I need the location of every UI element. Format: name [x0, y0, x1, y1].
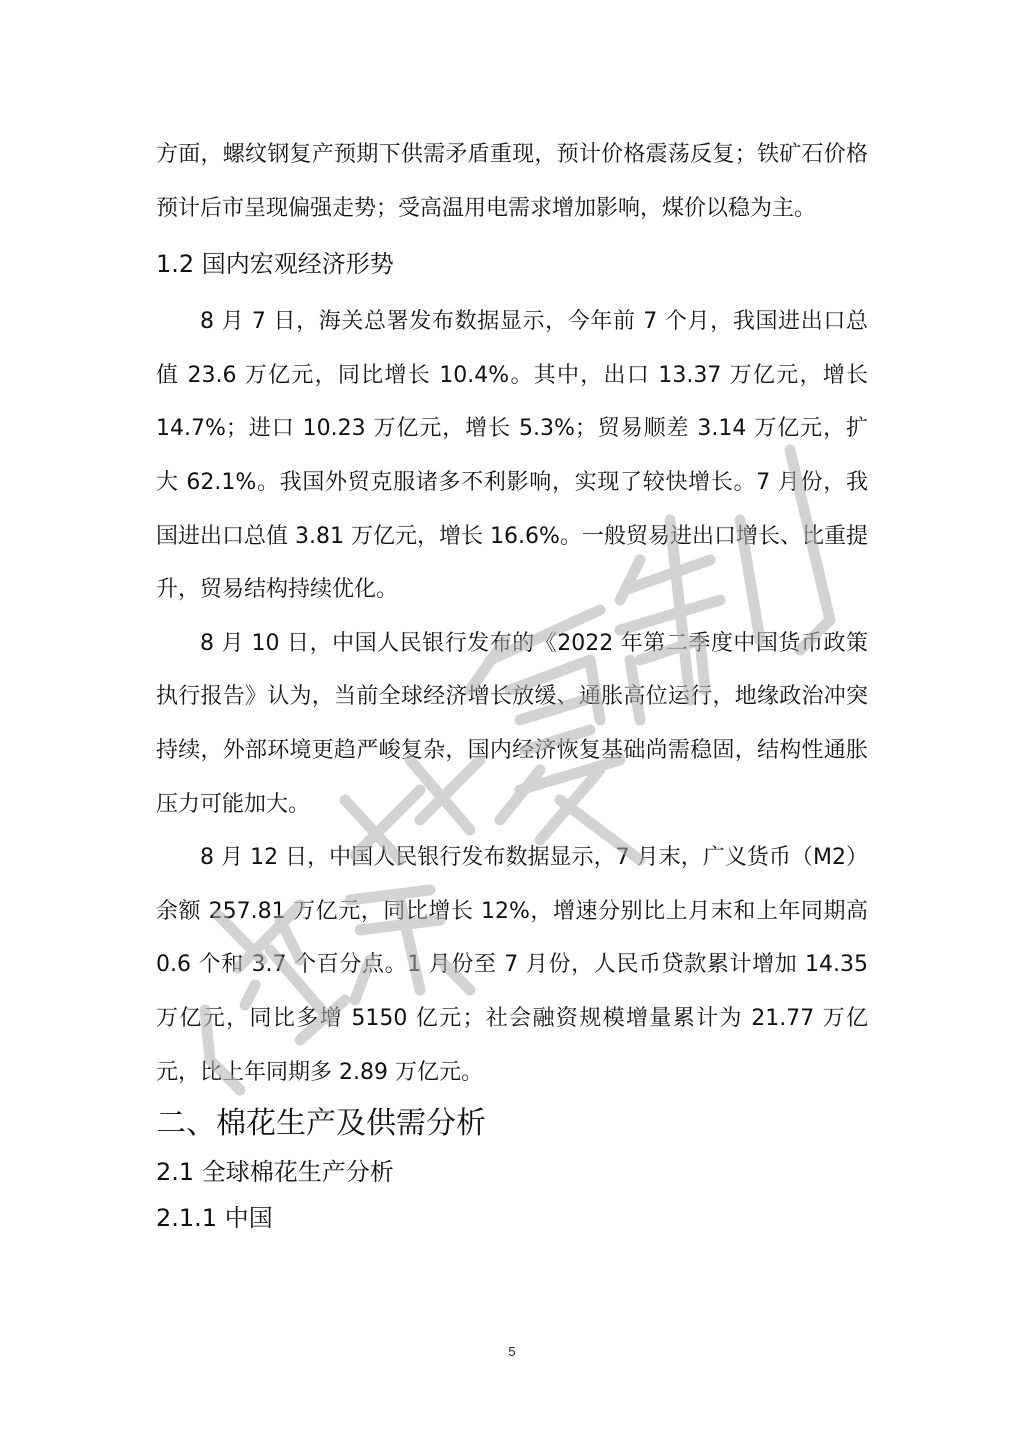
paragraph-trade-data: 8 月 7 日，海关总署发布数据显示，今年前 7 个月，我国进出口总值 23.6 万亿元，同比增长 10.4%。其中，出口 13.37 万亿元，增长 14.7%；进口 10.23 万亿元，增长 5.3%；贸易顺差 3.14 万亿元，扩大 62.1%。我国外贸克服诸多不利影响，实现了较快增长。7 月份，我国进出口总值 3.81 万亿元，增长 16.6%。一般贸易进出口增长、比重提升，贸易结构持续优化。 [156, 309, 868, 603]
page-content [156, 128, 868, 1249]
section-heading-1-2: 1.2 国内宏观经济形势 [156, 250, 394, 279]
intro-paragraph: 方面，螺纹钢复产预期下供需矛盾重现，预计价格震荡反复；铁矿石价格预计后市呈现偏强走势；受高温用电需求增加影响，煤价以稳为主。 [156, 142, 868, 221]
page-number: 5 [508, 1344, 516, 1359]
section-heading-2-1: 2.1 全球棉花生产分析 [156, 1158, 394, 1187]
section-heading-2-1-1: 2.1.1 中国 [156, 1204, 273, 1233]
paragraph-m2-data: 8 月 12 日，中国人民银行发布数据显示，7 月末，广义货币（M2）余额 257.81 万亿元，同比增长 12%，增速分别比上月末和上年同期高 0.6 个和 3.7 个百分点。1 月份至 7 月份，人民币贷款累计增加 14.35 万亿元，同比多增 5150 亿元；社会融资规模增量累计为 21.77 万亿元，比上年同期多 2.89 万亿元。 [156, 845, 868, 1085]
chapter-heading-2: 二、棉花生产及供需分析 [156, 1106, 486, 1142]
paragraph-monetary-report: 8 月 10 日，中国人民银行发布的《2022 年第二季度中国货币政策执行报告》认为，当前全球经济增长放缓、通胀高位运行，地缘政治冲突持续，外部环境更趋严峻复杂，国内经济恢复基础尚需稳固，结构性通胀压力可能加大。 [156, 630, 868, 817]
